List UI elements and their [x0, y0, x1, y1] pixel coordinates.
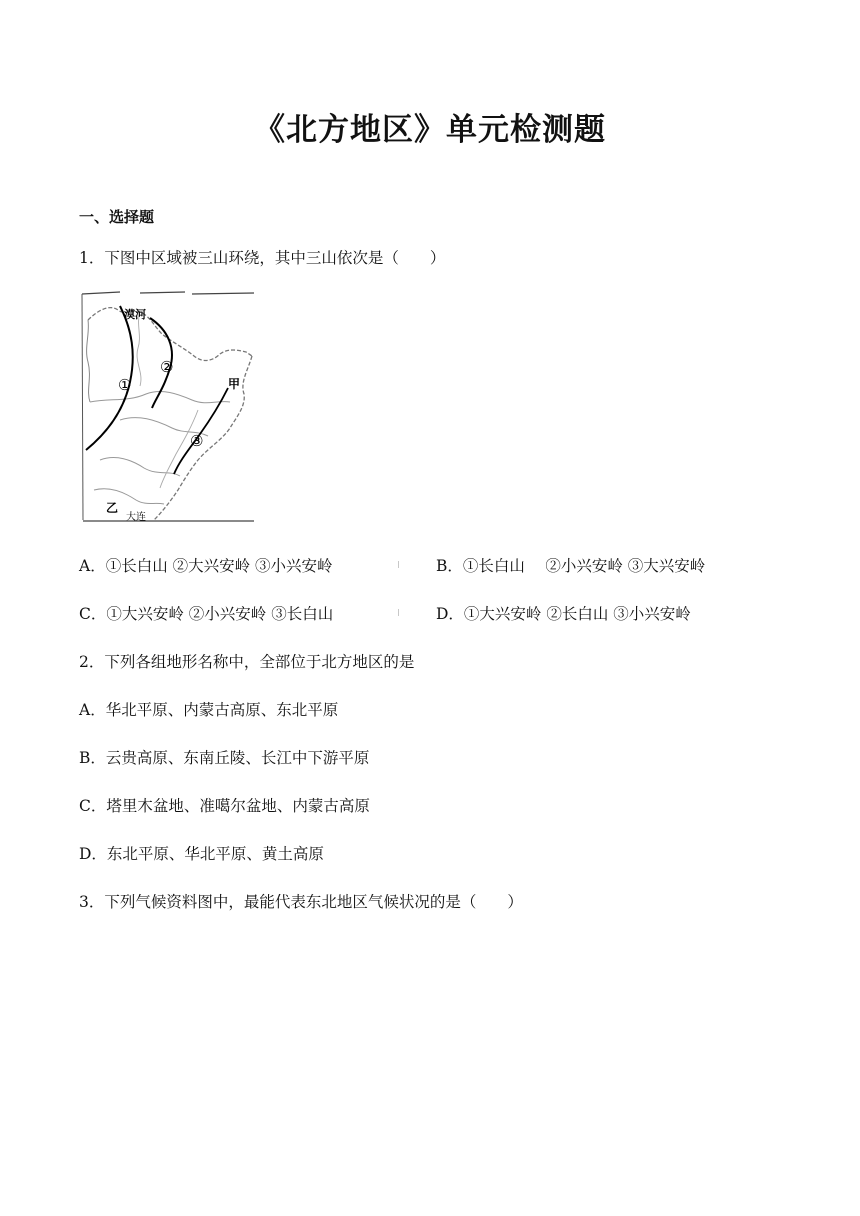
question-1-option-b[interactable]: B．①长白山 ②小兴安岭 ③大兴安岭: [436, 557, 706, 575]
section-heading-choice: 一、选择题: [79, 208, 155, 226]
tab-marker: [398, 561, 399, 568]
question-1-option-c[interactable]: C．①大兴安岭 ②小兴安岭 ③长白山: [79, 605, 334, 623]
map-marker-2: ②: [160, 358, 174, 376]
question-1-stem: 1．下图中区域被三山环绕，其中三山依次是（ ）: [79, 249, 446, 267]
map-marker-1: ①: [118, 376, 132, 394]
map-marker-3: ③: [190, 432, 204, 450]
map-label-mohe: 漠河: [124, 308, 146, 321]
tab-marker: [398, 609, 399, 616]
northeast-china-map: [80, 290, 256, 524]
map-label-yi: 乙: [106, 501, 119, 515]
question-1-option-d[interactable]: D．①大兴安岭 ②长白山 ③小兴安岭: [436, 605, 691, 623]
question-1-option-a[interactable]: A．①长白山 ②大兴安岭 ③小兴安岭: [79, 557, 333, 575]
question-2-option-b[interactable]: B．云贵高原、东南丘陵、长江中下游平原: [79, 749, 370, 767]
question-2-option-a[interactable]: A．华北平原、内蒙古高原、东北平原: [79, 701, 339, 719]
question-3-stem: 3．下列气候资料图中，最能代表东北地区气候状况的是（ ）: [79, 893, 523, 911]
question-2-option-c[interactable]: C．塔里木盆地、准噶尔盆地、内蒙古高原: [79, 797, 370, 815]
page-title: 《北方地区》单元检测题: [254, 112, 606, 148]
map-label-dalian: 大连: [126, 512, 146, 523]
map-label-jia: 甲: [228, 377, 241, 391]
question-2-stem: 2．下列各组地形名称中，全部位于北方地区的是: [79, 653, 415, 671]
question-2-option-d[interactable]: D．东北平原、华北平原、黄土高原: [79, 845, 324, 863]
